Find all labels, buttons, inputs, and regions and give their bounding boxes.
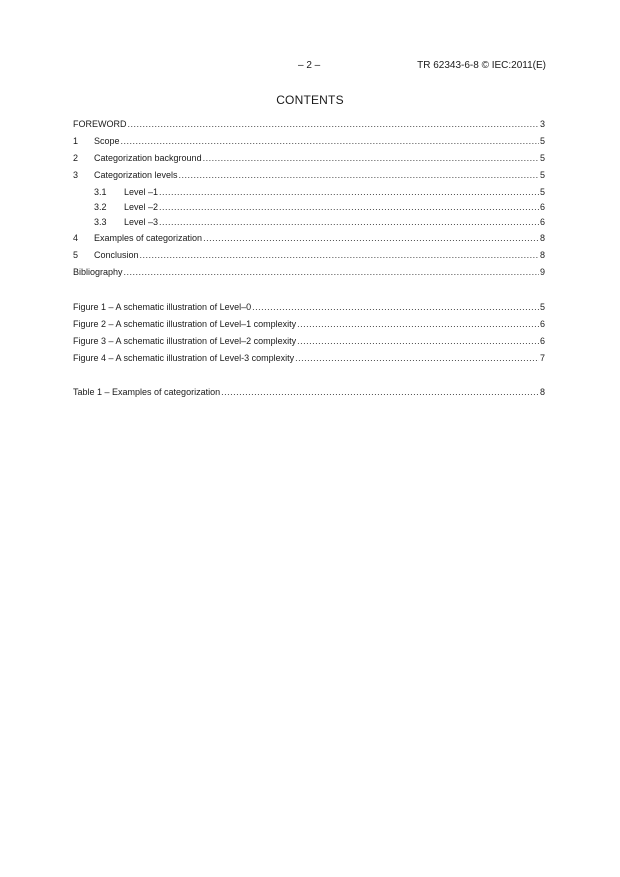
dot-leader xyxy=(252,302,539,312)
dot-leader xyxy=(121,136,539,146)
toc-entry-title: Examples of categorization xyxy=(94,233,203,243)
figure-entry-3[interactable] xyxy=(73,336,545,348)
dot-leader xyxy=(203,153,539,163)
toc-entry-page: 6 xyxy=(539,217,545,227)
toc-entry-page: 5 xyxy=(539,153,545,163)
figure-entry-page: 6 xyxy=(539,336,545,346)
dot-leader xyxy=(295,353,539,363)
toc-entry-number: 5 xyxy=(73,250,79,260)
toc-entry-number: 3.3 xyxy=(94,217,107,227)
contents-heading: CONTENTS xyxy=(276,93,344,107)
toc-entry-categorization-background[interactable] xyxy=(73,153,545,165)
figure-entry-1[interactable] xyxy=(73,302,545,314)
toc-entry-title: Categorization background xyxy=(94,153,202,163)
dot-leader xyxy=(203,233,539,243)
toc-entry-page: 8 xyxy=(539,233,545,243)
document-id: TR 62343-6-8 © IEC:2011(E) xyxy=(417,60,546,71)
toc-entry-scope[interactable] xyxy=(73,136,545,148)
figure-entry-title: Figure 2 – A schematic illustration of Level–1 complexity xyxy=(73,319,297,329)
figure-entry-title: Figure 1 – A schematic illustration of Level–0 xyxy=(73,302,252,312)
toc-entry-title: Conclusion xyxy=(94,250,139,260)
toc-entry-level-2[interactable] xyxy=(73,202,545,214)
dot-leader xyxy=(179,170,539,180)
table-entry-1[interactable] xyxy=(73,387,545,399)
toc-entry-number: 3 xyxy=(73,170,79,180)
toc-entry-page: 6 xyxy=(539,202,545,212)
dot-leader xyxy=(221,387,539,397)
figure-entry-page: 5 xyxy=(539,302,545,312)
figure-entry-page: 7 xyxy=(539,353,545,363)
dot-leader xyxy=(140,250,539,260)
toc-entry-bibliography[interactable] xyxy=(73,267,545,279)
dot-leader xyxy=(128,119,539,129)
dot-leader xyxy=(124,267,539,277)
toc-entry-number: 3.2 xyxy=(94,202,107,212)
toc-entry-title: FOREWORD xyxy=(73,119,127,129)
toc-entry-foreword[interactable] xyxy=(73,119,545,131)
table-entry-page: 8 xyxy=(539,387,545,397)
figure-entry-title: Figure 3 – A schematic illustration of Level–2 complexity xyxy=(73,336,297,346)
dot-leader xyxy=(297,336,539,346)
toc-entry-title: Bibliography xyxy=(73,267,123,277)
toc-entry-examples[interactable] xyxy=(73,233,545,245)
toc-entry-page: 5 xyxy=(539,187,545,197)
toc-entry-page: 9 xyxy=(539,267,545,277)
page-header xyxy=(73,60,546,74)
toc-entry-title: Scope xyxy=(94,136,120,146)
toc-entry-number: 3.1 xyxy=(94,187,107,197)
dot-leader xyxy=(159,217,539,227)
figure-entry-2[interactable] xyxy=(73,319,545,331)
toc-entry-page: 3 xyxy=(539,119,545,129)
table-entry-title: Table 1 – Examples of categorization xyxy=(73,387,221,397)
toc-entry-title: Categorization levels xyxy=(94,170,178,180)
toc-entry-page: 8 xyxy=(539,250,545,260)
toc-entry-number: 4 xyxy=(73,233,79,243)
toc-entry-page: 5 xyxy=(539,136,545,146)
page-number: – 2 – xyxy=(298,60,321,71)
dot-leader xyxy=(297,319,539,329)
toc-entry-page: 5 xyxy=(539,170,545,180)
toc-entry-number: 2 xyxy=(73,153,79,163)
dot-leader xyxy=(159,187,539,197)
toc-entry-conclusion[interactable] xyxy=(73,250,545,262)
toc-entry-level-1[interactable] xyxy=(73,187,545,199)
toc-entry-title: Level –1 xyxy=(124,187,159,197)
toc-entry-title: Level –2 xyxy=(124,202,159,212)
figure-entry-4[interactable] xyxy=(73,353,545,365)
toc-entry-categorization-levels[interactable] xyxy=(73,170,545,182)
figure-entry-page: 6 xyxy=(539,319,545,329)
figure-entry-title: Figure 4 – A schematic illustration of Level-3 complexity xyxy=(73,353,295,363)
toc-entry-title: Level –3 xyxy=(124,217,159,227)
dot-leader xyxy=(159,202,539,212)
toc-entry-number: 1 xyxy=(73,136,79,146)
toc-entry-level-3[interactable] xyxy=(73,217,545,229)
